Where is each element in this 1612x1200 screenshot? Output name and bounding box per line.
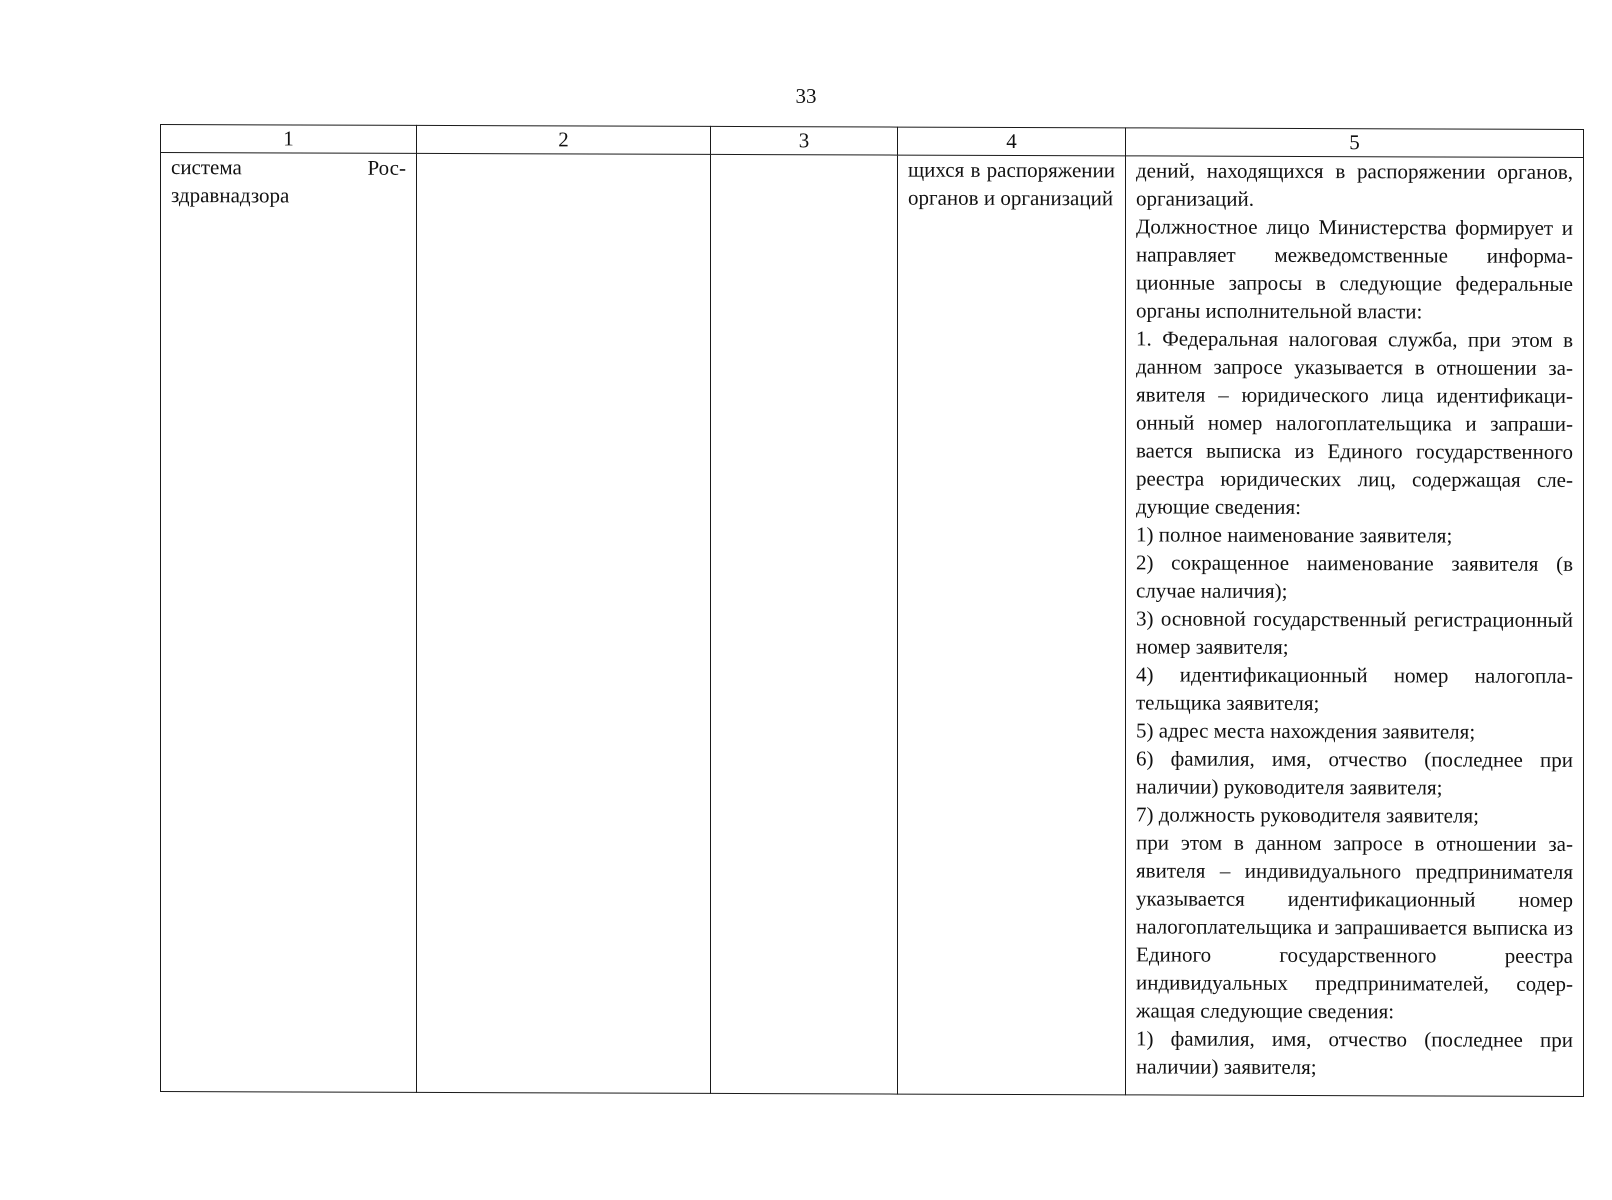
col1-text-part2: Рос- — [367, 155, 406, 180]
col2-text — [417, 154, 710, 155]
column-header-4: 4 — [898, 127, 1126, 156]
col5-paragraph: 1. Федеральная налоговая служба, при этом в данном запросе указывается в отношении заявителя – юридического лица идентификационный номер налогоплательщика и запрашивается выписка из Единого государственного реестра юридических лиц, содержащая следующие сведения: — [1136, 326, 1573, 519]
col5-paragraph: дений, находящихся в распоряжении органов, организаций. — [1136, 158, 1573, 211]
table-cell-col5 — [1126, 156, 1584, 1097]
table-row — [161, 153, 1584, 1097]
col3-text — [711, 155, 897, 156]
column-header-3: 3 — [711, 126, 898, 155]
column-header-2: 2 — [417, 125, 711, 154]
col5-paragraph: Должностное лицо Министерства формирует и направляет межведомственные информационные запросы в следующие федеральные органы исполнительной власти: — [1136, 214, 1573, 324]
col5-paragraph: 7) должность руководителя заявителя; — [1136, 802, 1479, 828]
col4-text: щихся в распоряжении органов и организаций — [908, 157, 1115, 211]
table-cell-col2 — [417, 153, 711, 1093]
col1-text-part1: система — [171, 155, 242, 180]
column-header-1: 1 — [161, 125, 417, 154]
col5-text — [1126, 156, 1583, 1082]
table-cell-col1 — [161, 153, 417, 1093]
col5-paragraph: 5) адрес места нахождения заявителя; — [1136, 718, 1476, 744]
col1-text-part3: здравнадзора — [171, 183, 290, 208]
table-cell-col4 — [898, 155, 1126, 1095]
document-table — [160, 124, 1584, 1097]
column-header-5: 5 — [1126, 128, 1584, 158]
page-number: 33 — [795, 84, 817, 108]
table-cell-col3 — [711, 154, 898, 1094]
col5-paragraph: 3) основной государственный регистрационный номер заявителя; — [1136, 606, 1573, 659]
col5-paragraph: 4) идентификационный номер налогоплательщика заявителя; — [1136, 662, 1573, 716]
col5-paragraph: 6) фамилия, имя, отчество (последнее при наличии) руководителя заявителя; — [1136, 746, 1573, 800]
col5-paragraph: 1) фамилия, имя, отчество (последнее при наличии) заявителя; — [1136, 1026, 1573, 1080]
col5-paragraph: 1) полное наименование заявителя; — [1136, 522, 1453, 548]
col5-paragraph: при этом в данном запросе в отношении заявителя – индивидуального предпринимателя указывается идентификационный номер налогоплательщика и запрашивается выписка из Единого государственного реестра индивидуальных предпринимателей, содержащая следующие сведения: — [1136, 830, 1573, 1024]
col5-paragraph: 2) сокращенное наименование заявителя (в случае наличия); — [1136, 550, 1573, 603]
